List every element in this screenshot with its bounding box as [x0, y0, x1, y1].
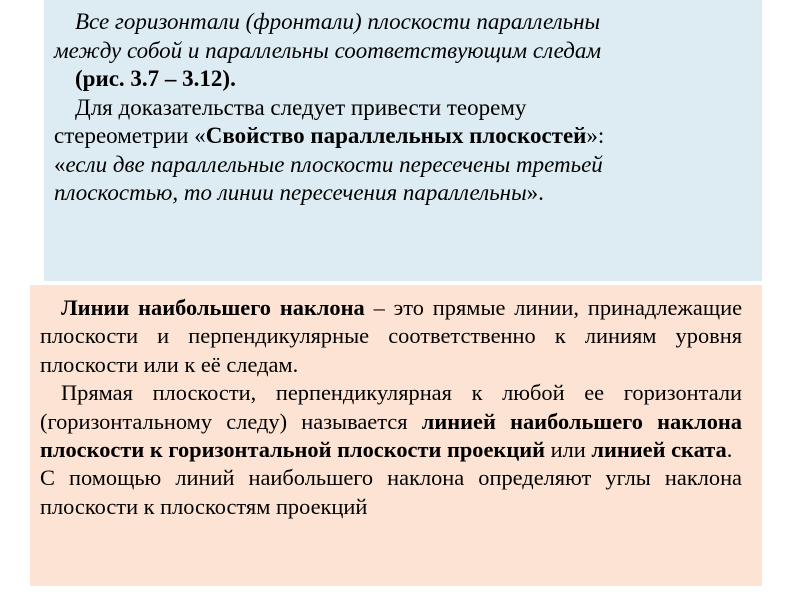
slope-text-2: или [545, 437, 592, 463]
horizontals-line-1: Все горизонтали (фронтали) плоскости параллельны [75, 9, 601, 34]
definition-text: это прямые линии, принадлежащие плоскости и перпендикулярные соответственно к линиям уровня плоскости или к её следам. [40, 295, 743, 377]
steepest-lines-term: Линии наибольшего наклона [61, 295, 365, 320]
figure-reference: (рис. 3.7 – 3.12). [75, 66, 236, 91]
theorem-quote: если две параллельные плоскости пересечены третьей плоскостью, то линии пересечения параллельны [54, 151, 603, 205]
proof-line-2-pre: стереометрии « [54, 123, 206, 148]
slope-term-1: линией наибольшего наклона плоскости к горизонтальной плоскости проекций [40, 408, 743, 463]
slope-text-3: . [726, 437, 733, 463]
definition-dash: – [364, 295, 394, 320]
quote-close: ». [526, 180, 544, 205]
quote-open: « [54, 151, 66, 177]
horizontals-line-2: между собой и параллельны соответствующим следам [54, 37, 602, 63]
bottom-text-panel [30, 285, 762, 586]
slope-term-2: линией ската [591, 437, 727, 463]
steepest-lines-definition [40, 294, 742, 379]
top-text-panel [44, 0, 762, 281]
proof-line-2-post: »: [586, 123, 605, 148]
slope-text-1: Прямая плоскости, перпендикулярная к любой ее горизонтали (горизонтальному следу) называется [40, 380, 742, 434]
angles-text: С помощью линий наибольшего наклона определяют углы наклона плоскости к плоскостям проекций [40, 465, 742, 519]
slope-line-paragraph [40, 379, 742, 464]
proof-paragraph [54, 94, 762, 208]
proof-line-1: Для доказательства следует привести теорему [75, 94, 527, 120]
horizontals-statement [54, 8, 762, 94]
theorem-name: Свойство параллельных плоскостей [205, 123, 587, 148]
angles-paragraph [40, 464, 742, 521]
